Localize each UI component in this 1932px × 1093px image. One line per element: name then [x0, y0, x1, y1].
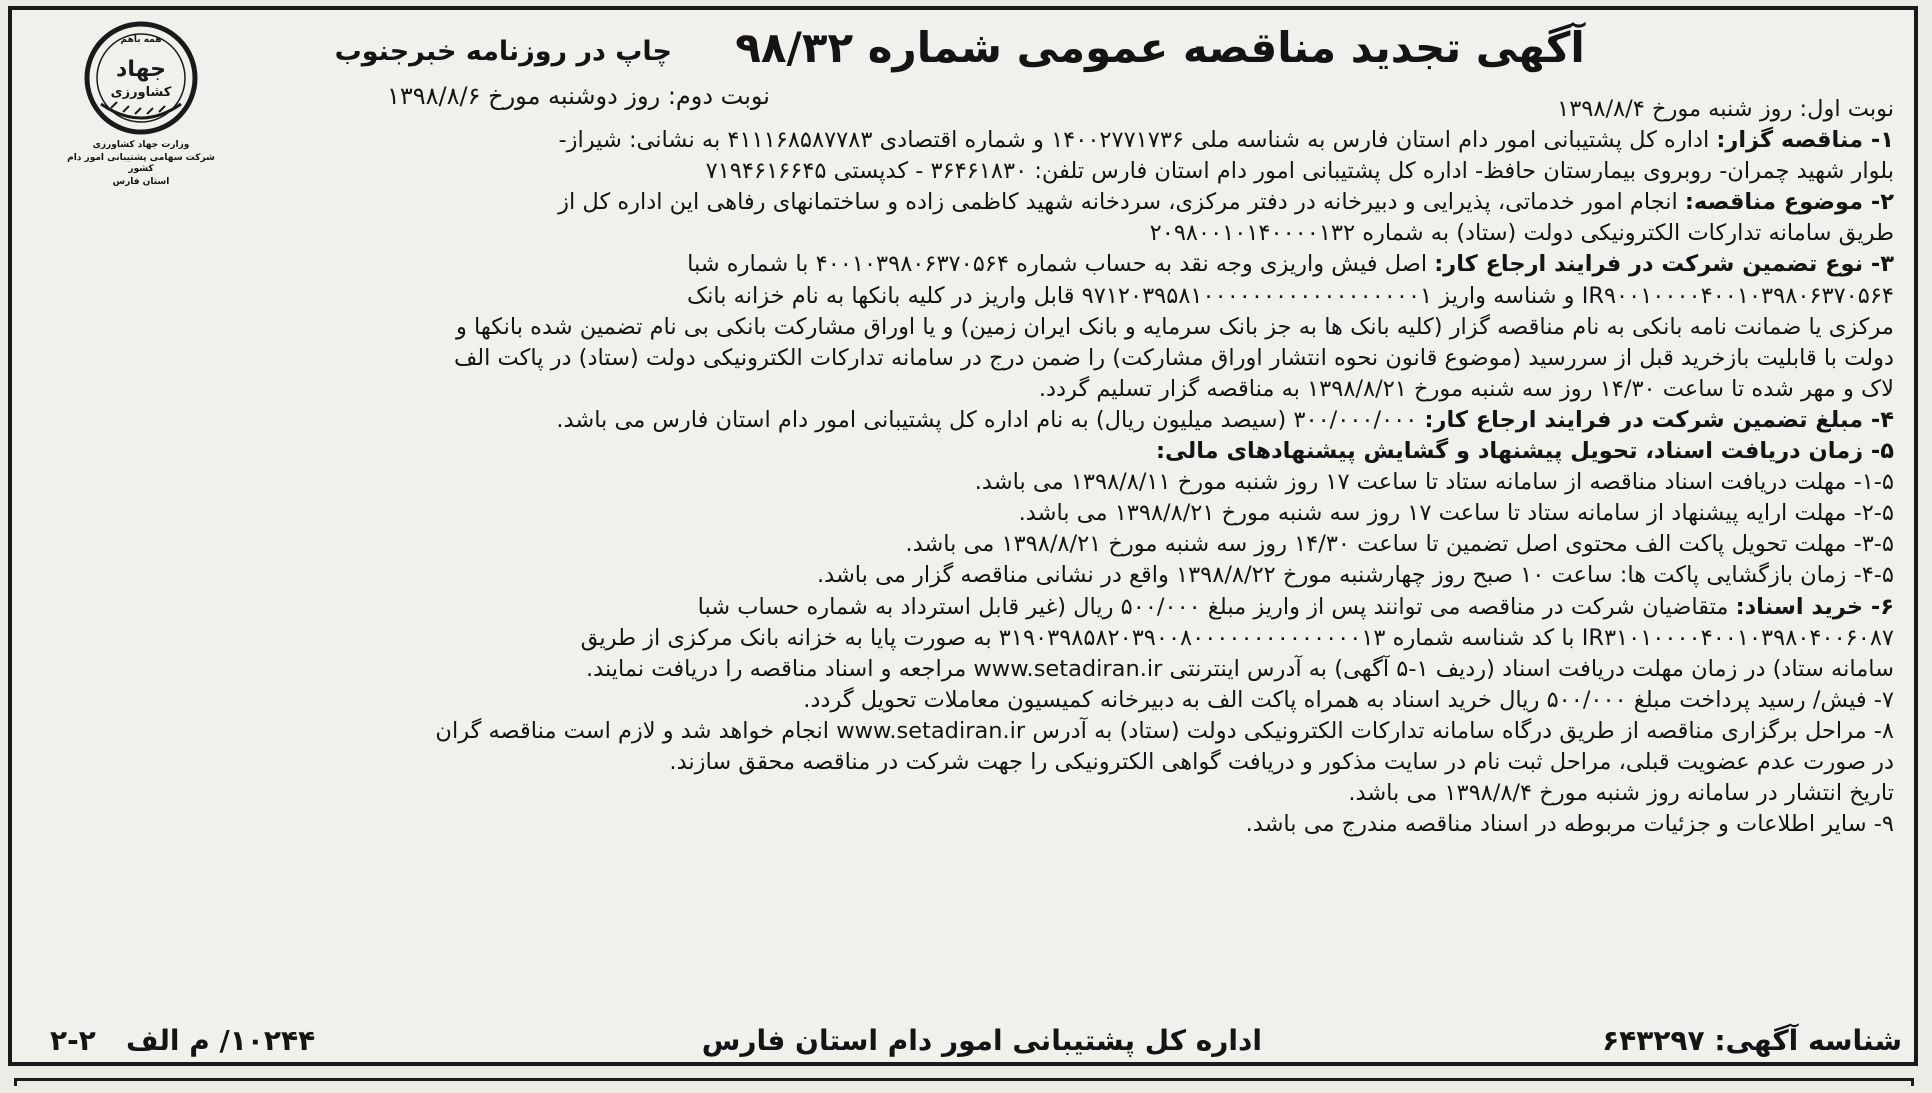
footer	[30, 1024, 1902, 1064]
ad-body	[32, 94, 1894, 840]
page-title: آگهی تجدید مناقصه عمومی شماره ۹۸/۳۲	[735, 23, 1585, 72]
section-4-line	[32, 405, 1894, 436]
section-5-heading: ۵- زمان دریافت اسناد، تحویل پیشنهاد و گشایش پیشنهادهای مالی:	[1156, 438, 1894, 465]
footer-ref-number: ۱۰۲۴۴/ م الف	[126, 1024, 316, 1057]
logo-word-jahad: جهاد	[116, 57, 166, 82]
section-2-text: انجام امور خدماتی، پذیرایی و دبیرخانه در دفتر مرکزی، سردخانه شهید کاظمی زاده و ساختمانهای رفاهی این اداره کل از	[558, 189, 1685, 216]
section-3-line-4: دولت با قابلیت بازخرید قبل از سررسید (موضوع قانون نحوه انتشار اوراق مشارکت) را ضمن درج در سامانه تدارکات الکترونیکی دولت (ستاد) در پاکت الف	[454, 344, 1894, 371]
logo-caption-2: شرکت سهامی پشتیبانی امور دام کشور	[67, 153, 215, 174]
section-1-line-2: بلوار شهید چمران- روبروی بیمارستان حافظ- اداره کل پشتیبانی امور دام استان فارس تلفن: ۳۶۴۶۱۸۳۰ - کدپستی ۷۱۹۴۶۱۶۶۴۵	[705, 158, 1894, 185]
section-3-label: ۳- نوع تضمین شرکت در فرایند ارجاع کار:	[1434, 251, 1894, 278]
section-2-label: ۲- موضوع مناقصه:	[1684, 189, 1894, 216]
section-4-text: ۳۰۰/۰۰۰/۰۰۰ (سیصد میلیون ریال) به نام اداره کل پشتیبانی امور دام استان فارس می باشد.	[556, 406, 1425, 433]
section-5-1: ۱-۵- مهلت دریافت اسناد مناقصه از سامانه ستاد تا ساعت ۱۷ روز شنبه مورخ ۱۳۹۸/۸/۱۱ می باشد.	[974, 469, 1894, 496]
first-turn-date: نوبت اول: روز شنبه مورخ ۱۳۹۸/۸/۴	[1557, 96, 1894, 122]
second-turn-date: نوبت دوم: روز دوشنبه مورخ ۱۳۹۸/۸/۶	[386, 82, 770, 110]
section-5-3: ۳-۵- مهلت تحویل پاکت الف محتوی اصل تضمین تا ساعت ۱۴/۳۰ روز سه شنبه مورخ ۱۳۹۸/۸/۲۱ می باشد.	[905, 531, 1894, 558]
logo-word-keshavarzi: کشاورزی	[110, 85, 172, 100]
publication-date: تاریخ انتشار در سامانه روز شنبه مورخ ۱۳۹۸/۸/۴ می باشد.	[1348, 780, 1894, 807]
section-7: ۷- فیش/ رسید پرداخت مبلغ ۵۰۰/۰۰۰ ریال خرید اسناد به همراه پاکت الف به دبیرخانه کمیسیون معاملات تحویل گردد.	[803, 686, 1894, 713]
section-6-line-1	[32, 592, 1894, 623]
section-3-line-1	[32, 249, 1894, 280]
section-8-line-2: در صورت عدم عضویت قبلی، مراحل ثبت نام در سایت مذکور و دریافت گواهی الکترونیکی را جهت شرکت در مناقصه محقق سازند.	[669, 748, 1894, 775]
section-3-text: اصل فیش واریزی وجه نقد به حساب شماره ۴۰۰۱۰۳۹۸۰۶۳۷۰۵۶۴ با شماره شبا	[687, 251, 1435, 278]
section-3-line-5: لاک و مهر شده تا ساعت ۱۴/۳۰ روز سه شنبه مورخ ۱۳۹۸/۸/۲۱ به مناقصه گزار تسلیم گردد.	[1038, 375, 1894, 402]
section-2-line-1	[32, 187, 1894, 218]
logo-top-text: همه باهم	[120, 35, 162, 45]
page-number: ۲-۲	[50, 1024, 96, 1057]
footer-org: اداره کل پشتیبانی امور دام استان فارس	[701, 1024, 1262, 1057]
next-ad-border	[14, 1078, 1914, 1086]
section-1-line-1	[32, 125, 1894, 156]
section-5-4: ۴-۵- زمان بازگشایی پاکت ها: ساعت ۱۰ صبح روز چهارشنبه مورخ ۱۳۹۸/۸/۲۲ واقع در نشانی مناقصه گزار می باشد.	[816, 562, 1894, 589]
section-1-label: ۱- مناقصه گزار:	[1716, 127, 1894, 154]
section-6-line-3: سامانه ستاد) در زمان مهلت دریافت اسناد (ردیف ۱-۵ آگهی) به آدرس اینترنتی www.setadiran.ir مراجعه و اسناد مناقصه را دریافت نمایند.	[586, 655, 1894, 682]
section-3-line-2: IR۹۰۰۱۰۰۰۰۴۰۰۱۰۳۹۸۰۶۳۷۰۵۶۴ و شناسه واریز ۹۷۱۲۰۳۹۵۸۱۰۰۰۰۰۰۰۰۰۰۰۰۰۰۰۰۰۰۱ قابل واریز در کلیه بانکها به نام خزانه بانک	[687, 282, 1894, 309]
section-6-text: متقاضیان شرکت در مناقصه می توانند پس از واریز مبلغ ۵۰۰/۰۰۰ ریال (غیر قابل استرداد به شماره حساب شبا	[697, 593, 1736, 620]
section-1-text: اداره کل پشتیبانی امور دام استان فارس به شناسه ملی ۱۴۰۰۲۷۷۱۷۳۶ و شماره اقتصادی ۴۱۱۱۶۸۵۸۷۷۸۳ به نشانی: شیراز-	[558, 127, 1717, 154]
section-3-line-3: مرکزی یا ضمانت نامه بانکی به نام مناقصه گزار (کلیه بانک ها به جز بانک سرمایه و بانک ایران زمین) و یا اوراق مشارکت بانکی بی نام تضمین شده بانکها و	[455, 313, 1894, 340]
print-note: چاپ در روزنامه خبرجنوب	[334, 36, 672, 67]
section-8-line-1: ۸- مراحل برگزاری مناقصه از طریق درگاه سامانه تدارکات الکترونیکی دولت (ستاد) به آدرس www.setadiran.ir انجام خواهد شد و لازم است مناقصه گران	[435, 717, 1894, 744]
section-6-label: ۶- خرید اسناد:	[1735, 593, 1894, 620]
section-9: ۹- سایر اطلاعات و جزئیات مربوطه در اسناد مناقصه مندرج می باشد.	[1245, 811, 1894, 838]
section-6-line-2: IR۳۱۰۱۰۰۰۰۴۰۰۱۰۳۹۸۰۴۰۰۶۰۸۷ با کد شناسه شماره ۳۱۹۰۳۹۸۵۸۲۰۳۹۰۰۸۰۰۰۰۰۰۰۰۰۰۰۰۰۰۱۳ به صورت پایا به خزانه بانک مرکزی از طریق	[580, 624, 1894, 651]
logo-caption-1: وزارت جهاد کشاورزی	[92, 140, 190, 150]
section-5-2: ۲-۵- مهلت ارایه پیشنهاد از سامانه ستاد تا ساعت ۱۷ روز سه شنبه مورخ ۱۳۹۸/۸/۲۱ می باشد.	[1018, 500, 1894, 527]
logo-caption-3: استان فارس	[112, 177, 170, 187]
section-2-line-2: طریق سامانه تدارکات الکترونیکی دولت (ستاد) به شماره ۲۰۹۸۰۰۱۰۱۴۰۰۰۰۱۳۲	[1149, 220, 1894, 247]
section-4-label: ۴- مبلغ تضمین شرکت در فرایند ارجاع کار:	[1424, 406, 1894, 433]
ad-code: شناسه آگهی: ۶۴۳۲۹۷	[1602, 1024, 1902, 1057]
